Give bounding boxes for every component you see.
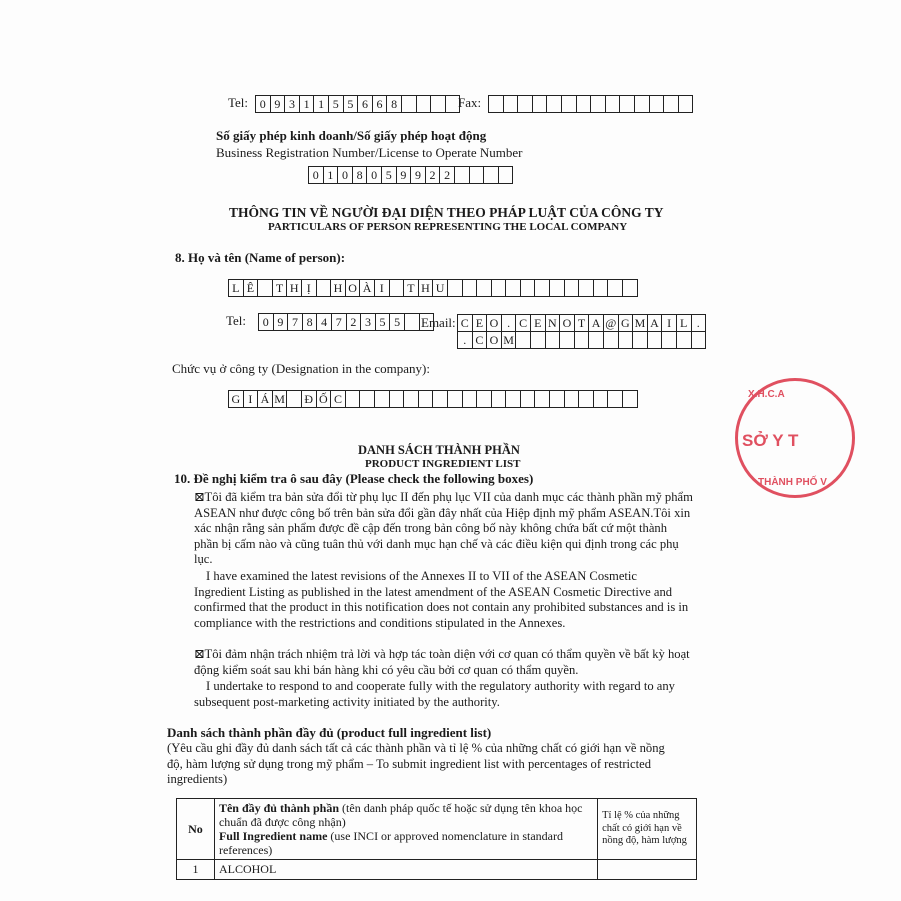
form-box-cell: 3 <box>284 95 300 113</box>
form-box-cell: 7 <box>287 313 303 331</box>
ingredients-title-vi: DANH SÁCH THÀNH PHẦN <box>358 443 520 457</box>
text-line: Ingredient Listing as published in the latest amendment of the ASEAN Cosmetic Directive and <box>194 584 673 599</box>
tel-label: Tel: <box>228 95 249 110</box>
official-stamp <box>735 378 855 498</box>
form-box-cell <box>503 95 519 113</box>
form-box-cell <box>476 279 492 297</box>
form-box-cell: O <box>486 314 502 332</box>
form-box-cell: 9 <box>273 313 289 331</box>
license-title-en: Business Registration Number/License to Operate Number <box>216 145 523 160</box>
text-line: (Yêu cầu ghi đầy đủ danh sách tất cả các thành phần và tỉ lệ % của những chất có giới hạn về nồng <box>167 741 665 755</box>
form-box-cell <box>678 95 694 113</box>
form-box-cell <box>634 95 650 113</box>
form-box-cell: H <box>418 279 434 297</box>
fax-number-boxes <box>488 95 693 113</box>
table-cell-name: ALCOHOL <box>214 860 597 880</box>
form-box-cell <box>447 279 463 297</box>
form-box-cell <box>647 331 663 349</box>
email-boxes-row2 <box>457 331 706 349</box>
text-line: compliance with the restrictions and conditions stipulated in the Annexes. <box>194 615 566 630</box>
check1-english-text <box>172 569 717 631</box>
form-box-cell: 5 <box>389 313 405 331</box>
text-line: I have examined the latest revisions of the Annexes II to VII of the ASEAN Cosmetic <box>206 569 638 583</box>
form-box-cell <box>401 95 417 113</box>
form-box-cell <box>404 313 420 331</box>
form-box-cell: 1 <box>313 95 329 113</box>
col-pct-header: Tỉ lệ % của những chất có giới hạn về nồng độ, hàm lượng <box>598 799 697 860</box>
form-box-cell: A <box>647 314 663 332</box>
form-box-cell: T <box>574 314 590 332</box>
form-box-cell <box>663 95 679 113</box>
form-box-cell: 6 <box>357 95 373 113</box>
designation-label: Chức vụ ở công ty (Designation in the company): <box>172 361 430 376</box>
text-line: subsequent post-marketing activity initiated by the authority. <box>194 694 500 709</box>
form-box-cell <box>590 95 606 113</box>
form-box-cell <box>462 390 478 408</box>
form-box-cell: 1 <box>323 166 339 184</box>
check2-english-text <box>172 679 717 710</box>
form-box-cell <box>403 390 419 408</box>
form-box-cell: 5 <box>328 95 344 113</box>
form-box-cell <box>546 95 562 113</box>
form-box-cell: 5 <box>375 313 391 331</box>
form-box-cell <box>649 95 665 113</box>
ingredient-table <box>176 798 697 880</box>
check2-vietnamese-text <box>172 647 717 678</box>
form-box-cell: 8 <box>386 95 402 113</box>
form-box-cell <box>576 95 592 113</box>
table-cell-no: 1 <box>177 860 215 880</box>
form-box-cell <box>578 390 594 408</box>
form-box-cell <box>257 279 273 297</box>
form-box-cell <box>588 331 604 349</box>
col-name-en-rest: (use INCI or approved nomenclature in standard references) <box>218 829 563 857</box>
form-box-cell: U <box>432 279 448 297</box>
form-box-cell: H <box>286 279 302 297</box>
form-box-cell <box>476 390 492 408</box>
form-box-cell: I <box>243 390 259 408</box>
form-box-cell: C <box>330 390 346 408</box>
table-row <box>177 860 697 880</box>
email-boxes-row1 <box>457 314 706 332</box>
text-line: ingredients) <box>167 772 228 787</box>
table-header-row <box>177 799 697 860</box>
form-box-cell: 0 <box>337 166 353 184</box>
form-box-cell <box>574 331 590 349</box>
form-box-cell <box>676 331 692 349</box>
form-box-cell <box>549 279 565 297</box>
form-box-cell <box>432 390 448 408</box>
form-box-cell <box>520 279 536 297</box>
text-line: phần bị cấm nào và cũng tuân thủ với danh mục hạn chế và các điều kiện qui định trong các phụ <box>194 536 679 551</box>
form-box-cell: 0 <box>255 95 271 113</box>
form-box-cell <box>359 390 375 408</box>
form-box-cell <box>534 390 550 408</box>
form-box-cell: N <box>545 314 561 332</box>
form-box-cell <box>603 331 619 349</box>
form-box-cell: . <box>501 314 517 332</box>
form-box-cell <box>605 95 621 113</box>
form-box-cell <box>632 331 648 349</box>
form-box-cell <box>618 331 634 349</box>
form-box-cell: H <box>330 279 346 297</box>
full-list-heading: Danh sách thành phần đầy đủ (product full ingredient list) <box>167 725 492 740</box>
form-box-cell <box>520 390 536 408</box>
form-box-cell: E <box>530 314 546 332</box>
form-box-cell <box>549 390 565 408</box>
rep-tel-label: Tel: <box>226 313 247 328</box>
fax-label: Fax: <box>458 95 482 110</box>
email-label: Email: <box>421 315 456 330</box>
form-box-cell <box>345 390 361 408</box>
form-box-cell: @ <box>603 314 619 332</box>
form-box-cell <box>316 279 332 297</box>
form-box-cell: 3 <box>360 313 376 331</box>
rep-tel-boxes <box>258 313 434 331</box>
form-box-cell <box>691 331 707 349</box>
tel-number-boxes <box>255 95 460 113</box>
form-box-cell <box>578 279 594 297</box>
form-box-cell: Ố <box>316 390 332 408</box>
text-line: ⊠Tôi đảm nhận trách nhiệm trả lời và hợp tác toàn diện với cơ quan có thẩm quyền về bất kỳ hoạt <box>194 647 690 661</box>
form-box-cell <box>462 279 478 297</box>
form-box-cell: G <box>618 314 634 332</box>
form-box-cell <box>517 95 533 113</box>
form-box-cell: 9 <box>270 95 286 113</box>
form-box-cell <box>454 166 470 184</box>
form-box-cell: L <box>676 314 692 332</box>
stamp-bottom-text: THÀNH PHỐ V <box>758 477 827 488</box>
rep-title-vi: THÔNG TIN VỀ NGƯỜI ĐẠI DIỆN THEO PHÁP LUẬT CỦA CÔNG TY <box>229 205 664 220</box>
form-box-cell: 6 <box>372 95 388 113</box>
form-box-cell: G <box>228 390 244 408</box>
form-box-cell <box>505 279 521 297</box>
text-line: ASEAN như được công bố trên bản sửa đổi gần đây nhất của Hiệp định mỹ phẩm ASEAN.Tôi xin <box>194 505 691 520</box>
form-box-cell <box>515 331 531 349</box>
form-box-cell: 1 <box>299 95 315 113</box>
form-box-cell: 8 <box>302 313 318 331</box>
form-box-cell <box>483 166 499 184</box>
form-box-cell <box>389 279 405 297</box>
form-box-cell: T <box>403 279 419 297</box>
form-box-cell: Đ <box>301 390 317 408</box>
form-box-cell <box>505 390 521 408</box>
form-box-cell: Á <box>257 390 273 408</box>
form-box-cell <box>491 279 507 297</box>
form-box-cell: C <box>515 314 531 332</box>
stamp-middle-text: SỞ Y T <box>742 431 799 450</box>
form-box-cell: 7 <box>331 313 347 331</box>
text-line: lục. <box>194 552 213 567</box>
form-box-cell: 9 <box>410 166 426 184</box>
form-box-cell: 2 <box>425 166 441 184</box>
form-box-cell: . <box>457 331 473 349</box>
form-box-cell: 9 <box>396 166 412 184</box>
check1-vietnamese-text <box>172 490 717 568</box>
rep-title-en: PARTICULARS OF PERSON REPRESENTING THE LOCAL COMPANY <box>268 221 628 233</box>
form-box-cell: M <box>501 331 517 349</box>
form-box-cell: M <box>272 390 288 408</box>
form-box-cell <box>622 390 638 408</box>
form-box-cell <box>498 166 514 184</box>
form-box-cell <box>491 390 507 408</box>
form-box-cell: I <box>374 279 390 297</box>
form-box-cell <box>564 279 580 297</box>
license-number-boxes <box>308 166 513 184</box>
form-box-cell <box>389 390 405 408</box>
form-box-cell <box>532 95 548 113</box>
form-box-cell <box>534 279 550 297</box>
form-box-cell <box>469 166 485 184</box>
form-box-cell: O <box>559 314 575 332</box>
form-box-cell <box>447 390 463 408</box>
form-box-cell: E <box>472 314 488 332</box>
form-box-cell <box>488 95 504 113</box>
designation-boxes <box>228 390 638 408</box>
full-list-note <box>167 741 715 788</box>
form-box-cell: 4 <box>316 313 332 331</box>
form-box-cell <box>416 95 432 113</box>
text-line: xác nhận rằng sản phẩm được đề cập đến trong bản công bố này không chứa bất cứ một thành <box>194 521 668 536</box>
form-box-cell <box>661 331 677 349</box>
form-box-cell: O <box>486 331 502 349</box>
form-box-cell <box>559 331 575 349</box>
form-box-cell: 2 <box>346 313 362 331</box>
form-box-cell <box>418 390 434 408</box>
license-title-vi: Số giấy phép kinh doanh/Số giấy phép hoạt động <box>216 128 487 143</box>
form-box-cell: C <box>472 331 488 349</box>
form-box-cell: I <box>661 314 677 332</box>
form-box-cell: À <box>359 279 375 297</box>
text-line: ⊠Tôi đã kiểm tra bản sửa đổi từ phụ lục II đến phụ lục VII của danh mục các thành phần mỹ phẩm <box>194 490 693 504</box>
check-heading: 10. Đề nghị kiểm tra ô sau đây (Please check the following boxes) <box>174 471 534 486</box>
form-box-cell: T <box>272 279 288 297</box>
form-box-cell: M <box>632 314 648 332</box>
text-line: động kiểm soát sau khi bán hàng khi có yêu cầu bởi cơ quan có thẩm quyền. <box>194 662 579 677</box>
form-box-cell: L <box>228 279 244 297</box>
form-box-cell: 5 <box>381 166 397 184</box>
form-box-cell <box>530 331 546 349</box>
form-box-cell <box>430 95 446 113</box>
form-box-cell: 8 <box>352 166 368 184</box>
stamp-top-text: X.H.C.A <box>748 389 785 400</box>
form-box-cell <box>561 95 577 113</box>
form-box-cell: C <box>457 314 473 332</box>
form-box-cell <box>286 390 302 408</box>
form-box-cell: A <box>588 314 604 332</box>
form-box-cell <box>374 390 390 408</box>
ingredients-title-en: PRODUCT INGREDIENT LIST <box>365 458 521 470</box>
name-label: 8. Họ và tên (Name of person): <box>175 250 346 265</box>
form-box-cell: 2 <box>439 166 455 184</box>
text-line: độ, hàm lượng sử dụng trong mỹ phẩm – To submit ingredient list with percentages of restricted <box>167 756 652 771</box>
form-box-cell <box>607 279 623 297</box>
text-line: confirmed that the product in this notification does not contain any prohibited substances and is in <box>194 600 689 615</box>
col-name-header <box>214 799 597 860</box>
form-box-cell <box>564 390 580 408</box>
table-cell-pct <box>598 860 697 880</box>
form-box-cell: 0 <box>308 166 324 184</box>
form-box-cell: . <box>691 314 707 332</box>
form-box-cell <box>619 95 635 113</box>
form-box-cell: Ê <box>243 279 259 297</box>
form-box-cell <box>622 279 638 297</box>
form-box-cell: O <box>345 279 361 297</box>
col-name-vi-rest: (tên danh pháp quốc tế hoặc sử dụng tên khoa học chuẩn đã được công nhận) <box>218 801 583 829</box>
form-box-cell: Ị <box>301 279 317 297</box>
form-box-cell <box>593 390 609 408</box>
form-box-cell <box>593 279 609 297</box>
form-box-cell: 0 <box>366 166 382 184</box>
name-boxes <box>228 279 638 297</box>
col-name-en-bold: Full Ingredient name <box>218 829 328 843</box>
form-box-cell <box>545 331 561 349</box>
form-box-cell: 0 <box>258 313 274 331</box>
text-line: I undertake to respond to and cooperate fully with the regulatory authority with regard to any <box>206 679 675 693</box>
col-no-header: No <box>177 799 215 860</box>
form-box-cell: 5 <box>343 95 359 113</box>
col-name-vi-bold: Tên đầy đủ thành phần <box>218 801 340 815</box>
form-box-cell <box>607 390 623 408</box>
